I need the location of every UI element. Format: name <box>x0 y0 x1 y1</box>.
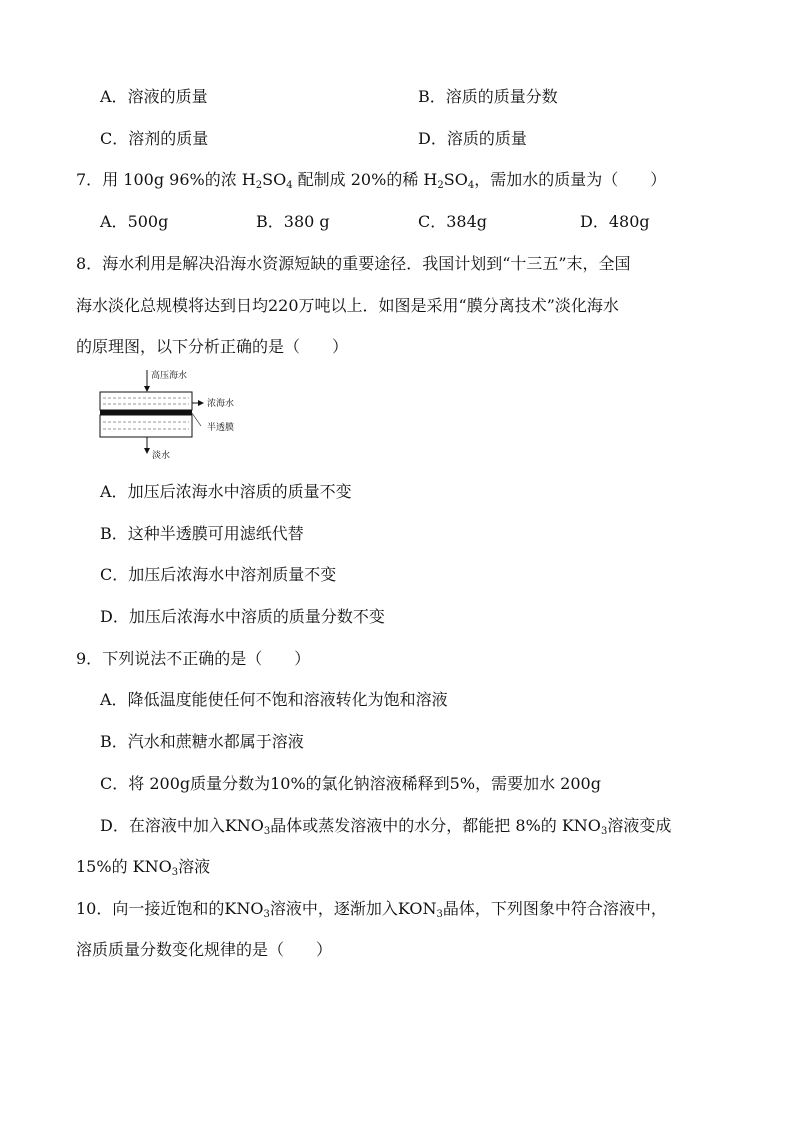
membrane-diagram <box>95 368 275 468</box>
freshwater-arrow <box>144 448 150 454</box>
q7-stem: 7．用 100g 96%的浓 $H_2SO_4$ 配制成 20%的稀 $H_2SO_4$，需加水的质量为（ ） <box>76 170 667 191</box>
q6-option-b: B．溶质的质量分数 <box>418 87 558 106</box>
q9-option-a: A．降低温度能使任何不饱和溶液转化为饱和溶液 <box>100 690 448 709</box>
q7-option-a: A．500g <box>100 212 169 231</box>
q9-option-b: B．汽水和蔗糖水都属于溶液 <box>100 732 304 751</box>
q8-option-d: D．加压后浓海水中溶质的质量分数不变 <box>100 607 385 626</box>
q6-option-d: D．溶质的质量 <box>418 129 527 148</box>
diagram-label-right-2: 半透膜 <box>207 423 235 433</box>
q9-option-d-continued: 15%的 $KNO_3$溶液 <box>76 857 211 878</box>
lower-chamber <box>100 415 192 437</box>
q8-option-a: A．加压后浓海水中溶质的质量不变 <box>100 482 352 501</box>
q6-option-a: A．溶液的质量 <box>100 87 208 106</box>
q8-option-b: B．这种半透膜可用滤纸代替 <box>100 524 304 543</box>
pressure-arrow-head <box>144 386 150 392</box>
q10-stem-line1: 10．向一接近饱和的$KNO_3$溶液中，逐渐加入$KON_3$晶体，下列图象中符合溶液中， <box>76 899 667 920</box>
diagram-label-bottom: 淡水 <box>152 451 171 461</box>
diagram-label-top: 高压海水 <box>151 371 188 381</box>
q7-option-d: D．480g <box>580 212 650 231</box>
q9-stem: 9．下列说法不正确的是（ ） <box>76 649 311 668</box>
q9-option-c: C．将 200g质量分数为10%的氯化钠溶液稀释到5%，需要加水 200g <box>100 774 601 793</box>
upper-chamber <box>100 392 192 410</box>
q8-stem-line1: 8．海水利用是解决沿海水资源短缺的重要途径．我国计划到“十三五”末，全国 <box>76 254 631 273</box>
q9-option-d: D．在溶液中加入$KNO_3$晶体或蒸发溶液中的水分，都能把 8%的 $KNO_3$溶液变成 <box>100 816 672 837</box>
q8-stem-line2: 海水淡化总规模将达到日均220万吨以上．如图是采用“膜分离技术”淡化海水 <box>76 296 619 315</box>
q7-option-c: C．384g <box>418 212 488 231</box>
outflow-arrow <box>198 400 204 406</box>
q8-stem-line3: 的原理图，以下分析正确的是（ ） <box>76 337 349 356</box>
q10-stem-line2: 溶质质量分数变化规律的是（ ） <box>76 940 333 959</box>
q7-option-b: B．380 g <box>256 212 330 231</box>
semipermeable-membrane <box>100 410 192 415</box>
diagram-label-right-1: 浓海水 <box>207 399 235 409</box>
q6-option-c: C．溶剂的质量 <box>100 129 209 148</box>
q8-option-c: C．加压后浓海水中溶剂质量不变 <box>100 565 337 584</box>
